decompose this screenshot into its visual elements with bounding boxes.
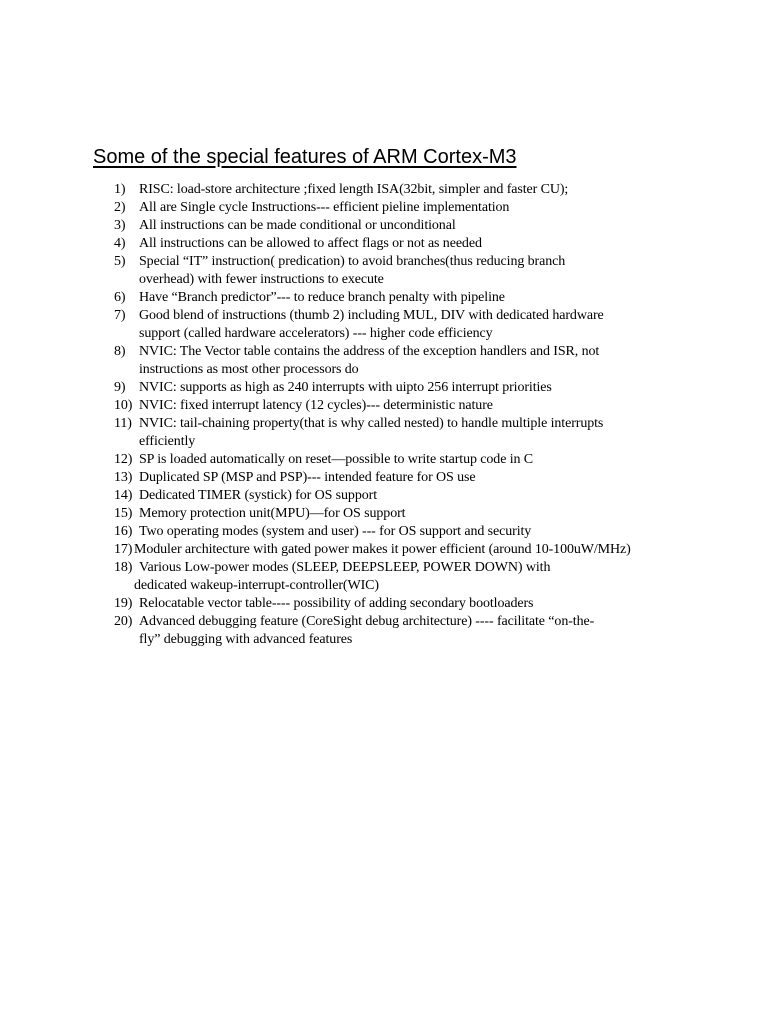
list-item (114, 613, 754, 649)
list-item-continuation: overhead) with fewer instructions to execute (139, 272, 384, 287)
list-item-text: Dedicated TIMER (systick) for OS support (139, 488, 377, 503)
list-item-number: 8) (114, 344, 126, 359)
list-item (114, 469, 754, 487)
list-item-text: Good blend of instructions (thumb 2) including MUL, DIV with dedicated hardware (139, 308, 604, 323)
page-title: Some of the special features of ARM Cortex-M3 (93, 146, 517, 168)
list-item-number: 16) (114, 524, 133, 539)
list-item-text: Various Low-power modes (SLEEP, DEEPSLEEP, POWER DOWN) with (139, 560, 551, 575)
list-item-text: All instructions can be allowed to affect flags or not as needed (139, 236, 482, 251)
list-item-text: Moduler architecture with gated power makes it power efficient (around 10-100uW/MHz) (134, 542, 631, 557)
list-item-number: 6) (114, 290, 126, 305)
list-item (114, 199, 754, 217)
list-item-text: Memory protection unit(MPU)—for OS support (139, 506, 406, 521)
list-item (114, 487, 754, 505)
list-item-continuation: instructions as most other processors do (139, 362, 359, 377)
list-item-number: 5) (114, 254, 126, 269)
list-item-number: 11) (114, 416, 132, 431)
list-item (114, 505, 754, 523)
list-item (114, 595, 754, 613)
list-item-text: NVIC: fixed interrupt latency (12 cycles)--- deterministic nature (139, 398, 493, 413)
list-item-number: 7) (114, 308, 126, 323)
feature-list (114, 181, 754, 649)
list-item-number: 17) (114, 542, 133, 557)
list-item (114, 235, 754, 253)
list-item (114, 559, 754, 595)
list-item-number: 10) (114, 398, 133, 413)
list-item (114, 541, 754, 559)
list-item-number: 12) (114, 452, 133, 467)
list-item-text: RISC: load-store architecture ;fixed length ISA(32bit, simpler and faster CU); (139, 182, 569, 197)
list-item-number: 3) (114, 218, 126, 233)
list-item-text: Duplicated SP (MSP and PSP)--- intended feature for OS use (139, 470, 476, 485)
list-item-number: 19) (114, 596, 133, 611)
list-item-number: 4) (114, 236, 126, 251)
list-item-number: 20) (114, 614, 133, 629)
list-item-number: 1) (114, 182, 126, 197)
list-item-text: SP is loaded automatically on reset—possible to write startup code in C (139, 452, 534, 467)
list-item-text: All instructions can be made conditional or unconditional (139, 218, 456, 233)
list-item-text: NVIC: supports as high as 240 interrupts with uipto 256 interrupt priorities (139, 380, 552, 395)
list-item-continuation: fly” debugging with advanced features (139, 632, 353, 647)
list-item (114, 523, 754, 541)
list-item-number: 14) (114, 488, 133, 503)
list-item-text: NVIC: tail-chaining property(that is why called nested) to handle multiple interrupts (139, 416, 604, 431)
list-item (114, 379, 754, 397)
list-item-text: Relocatable vector table---- possibility of adding secondary bootloaders (139, 596, 534, 611)
list-item (114, 181, 754, 199)
list-item-text: Have “Branch predictor”--- to reduce branch penalty with pipeline (139, 290, 505, 305)
list-item (114, 307, 754, 343)
list-item-continuation: support (called hardware accelerators) --- higher code efficiency (139, 326, 493, 341)
list-item-text: Two operating modes (system and user) --- for OS support and security (139, 524, 532, 539)
list-item-continuation: dedicated wakeup-interrupt-controller(WIC) (134, 578, 379, 593)
list-item-continuation: efficiently (139, 434, 196, 449)
list-item-number: 2) (114, 200, 126, 215)
list-item (114, 217, 754, 235)
list-item-text: Advanced debugging feature (CoreSight debug architecture) ---- facilitate “on-the- (139, 614, 595, 629)
list-item (114, 289, 754, 307)
list-item-number: 9) (114, 380, 126, 395)
list-item-number: 18) (114, 560, 133, 575)
list-item (114, 451, 754, 469)
list-item-text: Special “IT” instruction( predication) to avoid branches(thus reducing branch (139, 254, 566, 269)
list-item (114, 343, 754, 379)
list-item-text: NVIC: The Vector table contains the address of the exception handlers and ISR, not (139, 344, 600, 359)
list-item-text: All are Single cycle Instructions--- efficient pieline implementation (139, 200, 510, 215)
list-item (114, 253, 754, 289)
list-item-number: 15) (114, 506, 133, 521)
list-item (114, 415, 754, 451)
list-item (114, 397, 754, 415)
list-item-number: 13) (114, 470, 133, 485)
